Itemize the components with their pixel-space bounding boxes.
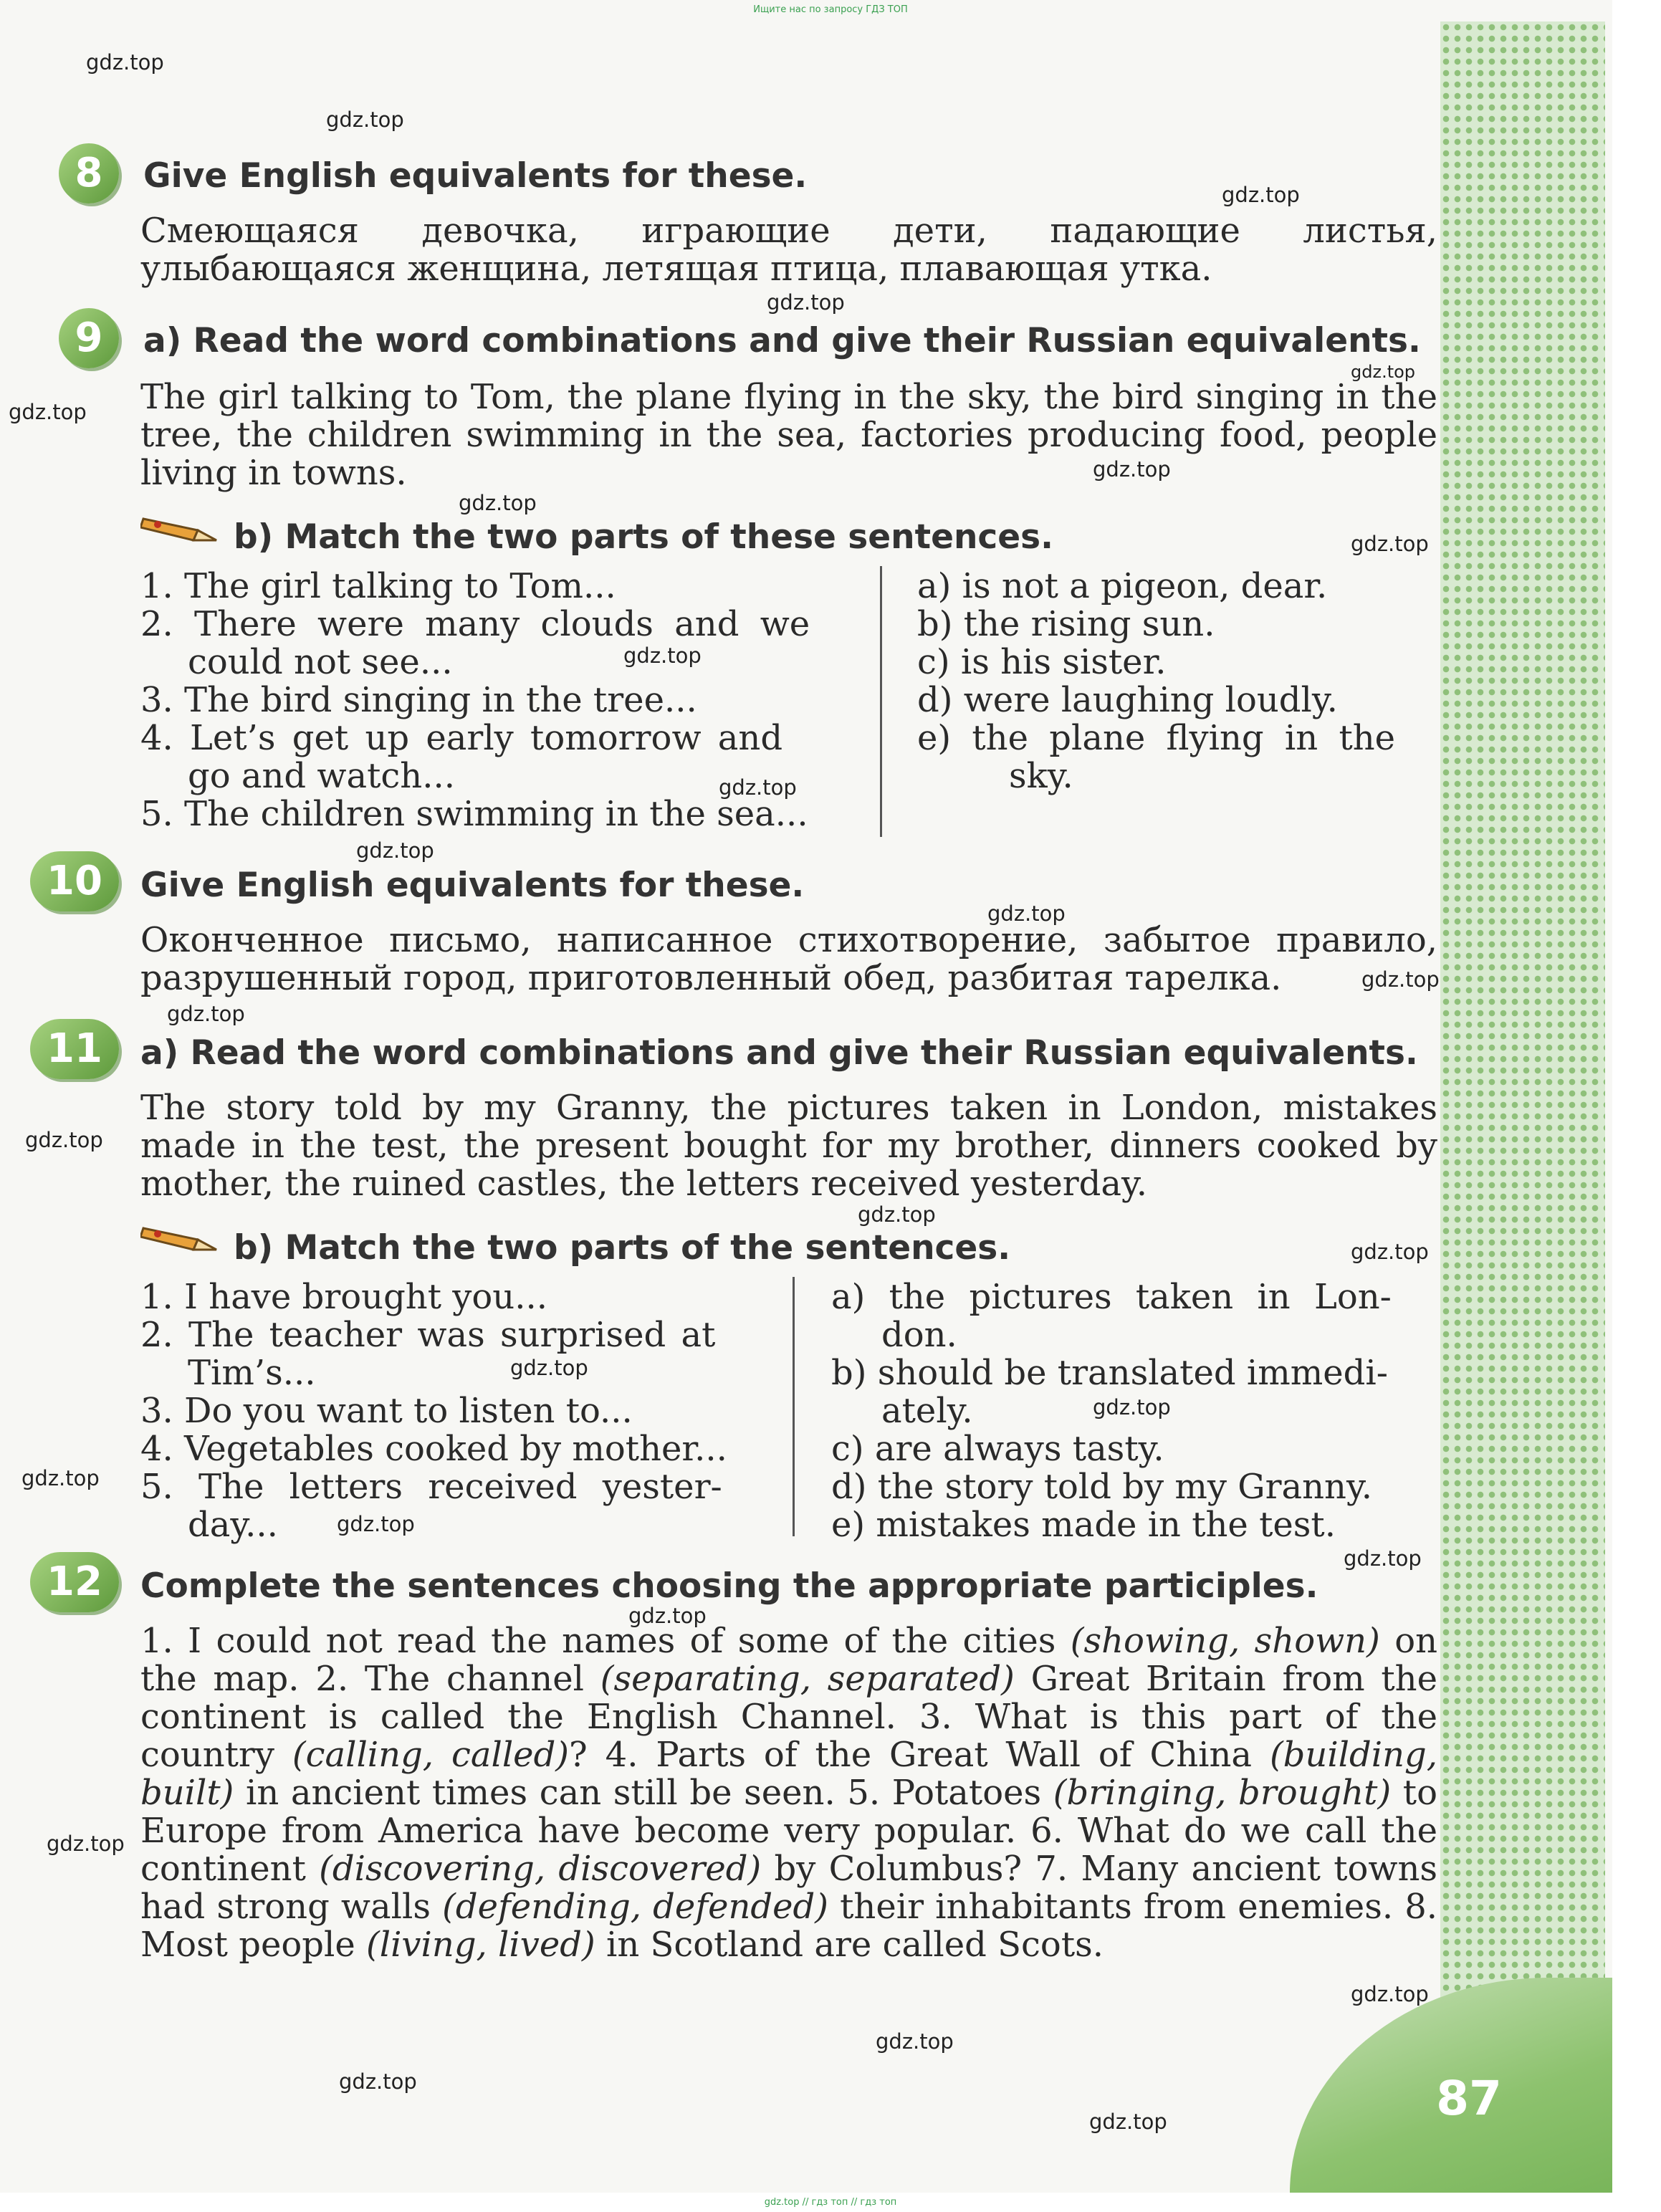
match-right-item: d) were laughing loudly. [917, 680, 1338, 720]
exercise-number-badge: 12 [30, 1552, 119, 1612]
watermark: gdz.top [1344, 1546, 1422, 1571]
watermark: gdz.top [719, 775, 797, 800]
participle-options: (showing, shown) [1070, 1621, 1380, 1661]
watermark: gdz.top [1093, 1395, 1171, 1419]
participle-options: (discovering, discovered) [319, 1849, 762, 1889]
match-right-item: d) the story told by my Granny. [831, 1467, 1372, 1507]
match-left-item: 2. There were many clouds and we [140, 604, 810, 644]
exercise-11b-title: b) Match the two parts of the sentences. [234, 1228, 1011, 1268]
match-left-item: Tim’s... [188, 1353, 316, 1393]
watermark: gdz.top [1089, 2110, 1167, 2134]
sentence-text: ? 4. Parts of the Great Wall of China [569, 1735, 1270, 1775]
exercise-11a-title: a) Read the word combinations and give their Russian equivalents. [140, 1033, 1418, 1073]
sentence-text: Great Britain from the continent is called the English Channel. 3. What is this part of the country [140, 1659, 1438, 1775]
match-left-item: 4. Vegetables cooked by mother... [140, 1429, 727, 1469]
match-left-item: 5. The children swimming in the sea... [140, 794, 808, 834]
exercise-8-title: Give English equivalents for these. [143, 156, 808, 196]
match-left-item: 2. The teacher was surprised at [140, 1315, 716, 1355]
watermark: gdz.top [1351, 532, 1429, 556]
match-right-item: ately. [881, 1391, 973, 1431]
watermark: gdz.top [339, 2069, 417, 2094]
watermark: gdz.top [326, 107, 404, 132]
pencil-icon [140, 509, 219, 545]
watermark: gdz.top [510, 1356, 588, 1380]
match-right-item: c) is his sister. [917, 642, 1167, 682]
footer-note: gdz.top // гдз топ // гдз топ [764, 2197, 897, 2208]
exercise-12-text [140, 1622, 1437, 1964]
match-left-item: 5. The letters received yester- [140, 1467, 722, 1507]
match-right-item: b) the rising sun. [917, 604, 1215, 644]
exercise-9a-text: The girl talking to Tom, the plane flying in the sky, the bird singing in the tree, the children swimming in the sea, factories producing food, people living in towns. [140, 377, 1437, 493]
watermark: gdz.top [356, 838, 434, 863]
exercise-11a-text: The story told by my Granny, the pictures taken in London, mistakes made in the test, the present bought for my brother, dinners cooked by mother, the ruined castles, the letters received yesterday. [140, 1088, 1437, 1204]
watermark: gdz.top [876, 2029, 954, 2054]
sentence-text: by Columbus? 7. Many ancient towns had strong walls [140, 1849, 1438, 1927]
watermark: gdz.top [21, 1466, 100, 1490]
match-right-item: a) is not a pigeon, dear. [917, 566, 1328, 606]
watermark: gdz.top [623, 643, 702, 668]
match-left-item: 3. Do you want to listen to... [140, 1391, 633, 1431]
sentence-text: on the map. 2. The channel [140, 1621, 1438, 1699]
match-left-item: 3. The bird singing in the tree... [140, 680, 697, 720]
match-left-item: 4. Let’s get up early tomorrow and [140, 718, 783, 758]
watermark: gdz.top [1093, 457, 1171, 482]
page-number: 87 [1436, 2071, 1502, 2126]
watermark: gdz.top [858, 1202, 936, 1227]
participle-options: (living, lived) [366, 1925, 595, 1965]
participle-options: (bringing, brought) [1053, 1773, 1392, 1813]
watermark: gdz.top [86, 50, 164, 75]
match-right-item: e) the plane flying in the [917, 718, 1396, 758]
column-divider [880, 566, 882, 837]
sentence-text: 1. I could not read the names of some of the cities [140, 1621, 1071, 1661]
exercise-12-title: Complete the sentences choosing the appropriate participles. [140, 1566, 1318, 1606]
watermark: gdz.top [1351, 362, 1416, 382]
watermark: gdz.top [459, 491, 537, 515]
watermark: gdz.top [1361, 967, 1440, 992]
match-right-item: sky. [1009, 756, 1073, 796]
sentence-text: their inhabitants from enemies. 8. Most people [140, 1887, 1438, 1965]
watermark: gdz.top [1222, 183, 1300, 207]
watermark: gdz.top [1351, 1982, 1429, 2006]
participle-options: (separating, separated) [600, 1659, 1015, 1699]
exercise-number-badge: 9 [59, 308, 119, 368]
sentence-text: in ancient times can still be seen. 5. Potatoes [234, 1773, 1053, 1813]
match-left-item: 1. I have brought you... [140, 1277, 547, 1317]
exercise-10-text: Оконченное письмо, написанное стихотворение, забытое правило, разрушенный город, приготовленный обед, разбитая тарелка. [140, 920, 1437, 998]
sentence-text: to Europe from America have become very popular. 6. What do we call the continent [140, 1773, 1437, 1889]
exercise-number-badge: 10 [30, 851, 119, 911]
watermark: gdz.top [628, 1604, 707, 1628]
exercise-10-title: Give English equivalents for these. [140, 866, 805, 905]
participle-options: (calling, called) [292, 1735, 570, 1775]
watermark: gdz.top [337, 1512, 415, 1536]
match-left-item: day... [188, 1505, 278, 1545]
watermark: gdz.top [9, 400, 87, 424]
watermark: gdz.top [987, 901, 1066, 926]
match-right-item: e) mistakes made in the test. [831, 1505, 1336, 1545]
match-right-item: b) should be translated immedi- [831, 1353, 1388, 1393]
match-right-item: don. [881, 1315, 957, 1355]
exercise-9b-title: b) Match the two parts of these sentences. [234, 517, 1053, 557]
exercise-number-badge: 8 [59, 143, 119, 204]
exercise-number-badge: 11 [30, 1019, 119, 1079]
column-divider [793, 1277, 795, 1536]
sentence-text: in Scotland are called Scots. [595, 1925, 1104, 1965]
decorative-dot-stripe [1440, 21, 1605, 2157]
pencil-icon [140, 1218, 219, 1254]
exercise-9a-title: a) Read the word combinations and give their Russian equivalents. [143, 321, 1421, 360]
match-left-item: go and watch... [188, 756, 455, 796]
participle-options: (defending, defended) [442, 1887, 828, 1927]
watermark: gdz.top [1351, 1240, 1429, 1264]
participle-options: (building, built) [140, 1735, 1437, 1813]
match-left-item: 1. The girl talking to Tom... [140, 566, 616, 606]
match-left-item: could not see... [188, 642, 453, 682]
watermark: gdz.top [47, 1832, 125, 1856]
match-right-item: a) the pictures taken in Lon- [831, 1277, 1392, 1317]
match-right-item: c) are always tasty. [831, 1429, 1164, 1469]
watermark: gdz.top [25, 1128, 103, 1152]
header-note: Ищите нас по запросу ГДЗ ТОП [753, 4, 908, 15]
watermark: gdz.top [767, 290, 845, 315]
watermark: gdz.top [167, 1002, 245, 1026]
exercise-8-text: Смеющаяся девочка, играющие дети, падающие листья, улыбающаяся женщина, летящая птица, плавающая утка. [140, 211, 1437, 289]
